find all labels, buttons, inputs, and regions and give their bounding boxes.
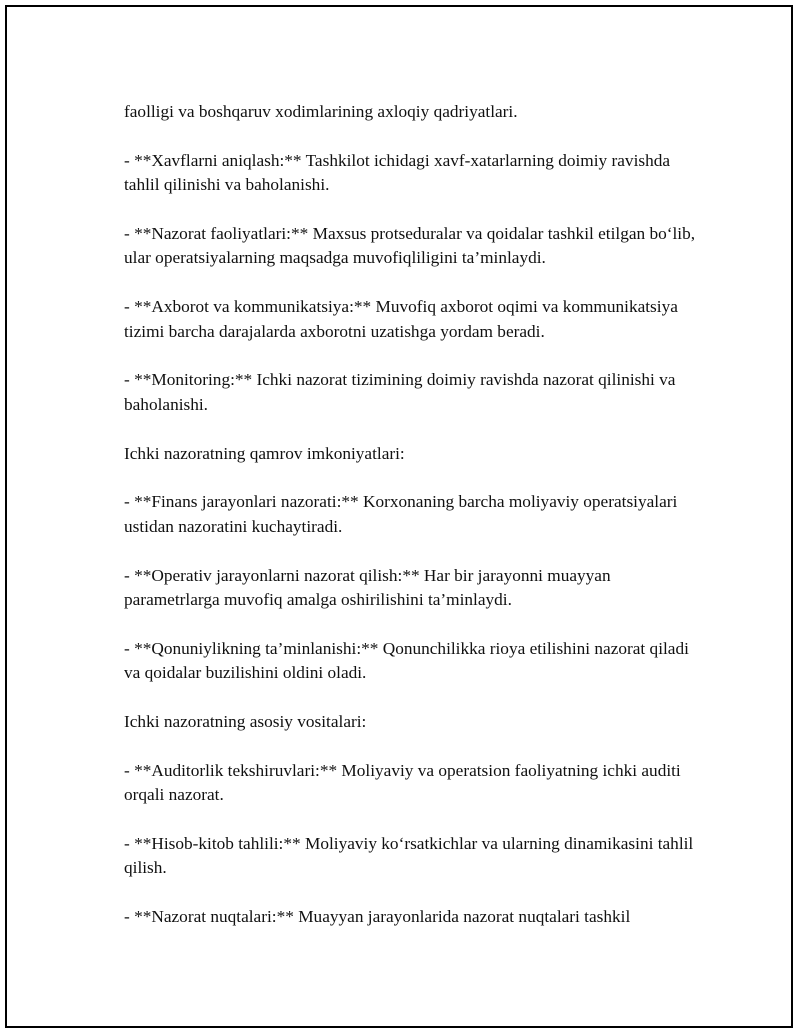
page-frame	[5, 5, 793, 1028]
list-item: - **Axborot va kommunikatsiya:** Muvofiq axborot oqimi va kommunikatsiya tizimi barcha darajalarda axborotni uzatishga yordam beradi.	[124, 297, 678, 341]
list-item: - **Monitoring:** Ichki nazorat tizimining doimiy ravishda nazorat qilinishi va baholanishi.	[124, 370, 676, 414]
list-item: - **Operativ jarayonlarni nazorat qilish:** Har bir jarayonni muayyan parametrlarga muvofiq amalga oshirilishini ta’minlaydi.	[124, 565, 611, 610]
list-item: - **Qonuniylikning ta’minlanishi:** Qonunchilikka rioya etilishini nazorat qiladi va qoidalar buzilishini oldini oladi.	[124, 638, 689, 683]
list-item: - **Nazorat faoliyatlari:** Maxsus protseduralar va qoidalar tashkil etilgan bo‘lib, ular operatsiyalarning maqsadga muvofiqliligini ta’minlaydi.	[124, 224, 696, 268]
list-item: - **Auditorlik tekshiruvlari:** Moliyaviy va operatsion faoliyatning ichki auditi orqali nazorat.	[124, 760, 681, 805]
section-heading: Ichki nazoratning asosiy vositalari:	[124, 712, 367, 732]
list-item: - **Nazorat nuqtalari:** Muayyan jarayonlarida nazorat nuqtalari tashkil	[124, 907, 631, 927]
list-item: - **Xavflarni aniqlash:** Tashkilot ichidagi xavf-xatarlarning doimiy ravishda tahlil qilinishi va baholanishi.	[124, 150, 671, 195]
section-heading: Ichki nazoratning qamrov imkoniyatlari:	[124, 443, 405, 463]
list-item: - **Finans jarayonlari nazorati:** Korxonaning barcha moliyaviy operatsiyalari ustidan nazoratini kuchaytiradi.	[124, 492, 678, 536]
list-item: - **Hisob-kitob tahlili:** Moliyaviy ko‘rsatkichlar va ularning dinamikasini tahlil qilish.	[124, 834, 694, 878]
document-body	[124, 100, 704, 954]
paragraph: faolligi va boshqaruv xodimlarining axloqiy qadriyatlari.	[124, 102, 518, 121]
